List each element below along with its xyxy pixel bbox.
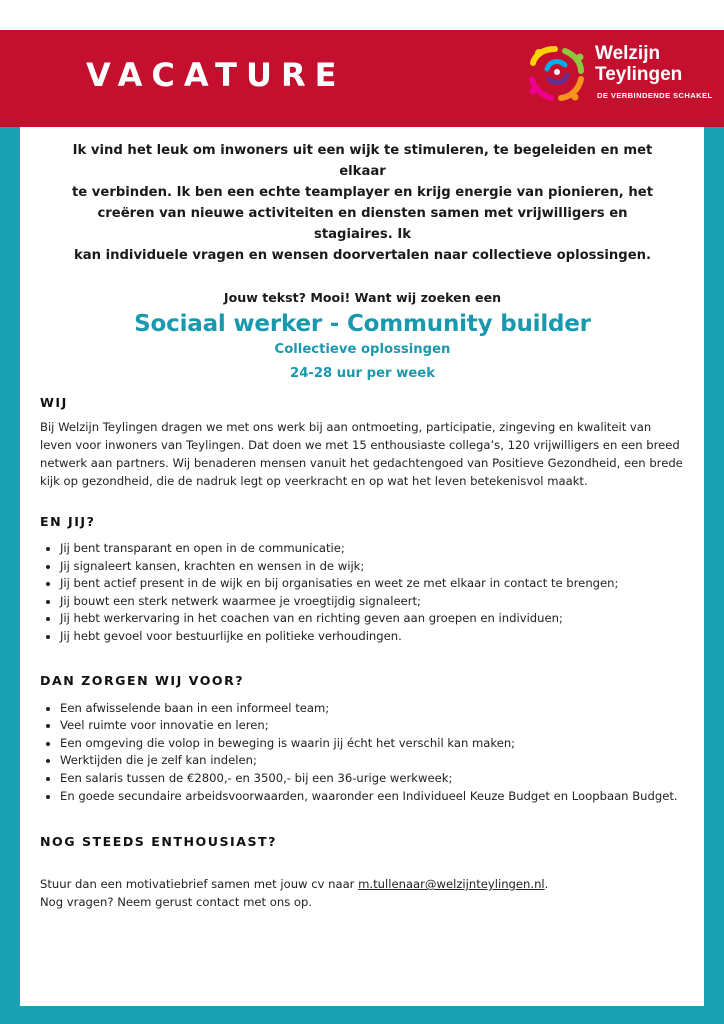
top-strip	[0, 0, 724, 30]
logo-wordmark	[595, 43, 682, 85]
list-item: • Jij bent transparant en open in de communicatie;	[60, 540, 685, 558]
section-wij	[40, 395, 685, 490]
vacancy-content	[40, 140, 685, 911]
intro-text	[58, 140, 668, 266]
banner-title: VACATURE	[86, 56, 346, 94]
list-item: • Jij hebt gevoel voor bestuurlijke en politieke verhoudingen.	[60, 628, 685, 646]
list-item: • Jij bent actief present in de wijk en bij organisaties en weet ze met elkaar in contact te brengen;	[60, 575, 685, 593]
section-heading: NOG STEEDS ENTHOUSIAST?	[40, 834, 277, 850]
logo-name-line2: Teylingen	[595, 64, 683, 85]
email-link[interactable]: m.tullenaar@welzijnteylingen.nl	[358, 877, 545, 892]
benefits-list	[40, 700, 685, 806]
section-text: Bij Welzijn Teylingen dragen we met ons werk bij aan ontmoeting, participatie, zingeving en kwaliteit van leven voor inwoners van Teylingen. Dat doen we met 15 enthousiaste collega’s, 120 vrijwilligers en een breed netwerk aan partners. Wij benaderen mensen vanuit het gedachtengoed van Positieve Gezondheid, een brede kijk op gezondheid, die de nadruk legt op veerkracht en op wat het leven betekenisvol maakt.	[40, 420, 683, 488]
vacature-banner	[0, 30, 724, 127]
job-title: Sociaal werker - Community builder	[134, 311, 591, 337]
closing-text	[40, 875, 685, 911]
list-item: • Jij signaleert kansen, krachten en wensen in de wijk;	[60, 558, 685, 576]
logo-swirl-icon	[525, 41, 589, 105]
list-item: • Jij hebt werkervaring in het coachen van en richting geven aan groepen en individuen;	[60, 610, 685, 628]
section-nog-steeds	[40, 834, 685, 911]
list-item: • Veel ruimte voor innovatie en leren;	[60, 717, 685, 735]
list-item: • Werktijden die je zelf kan indelen;	[60, 752, 685, 770]
section-heading: EN JIJ?	[40, 514, 96, 529]
closing-question: Nog vragen? Neem gerust contact met ons op.	[40, 895, 313, 910]
list-item: • Een afwisselende baan in een informeel team;	[60, 700, 685, 718]
welzijn-teylingen-logo	[525, 41, 715, 111]
job-subtitle: Collectieve oplossingen	[274, 342, 451, 357]
section-en-jij	[40, 514, 685, 646]
intro-line: creëren van nieuwe activiteiten en diensten samen met vrijwilligers en stagiaires. Ik	[97, 206, 628, 242]
job-hours: 24-28 uur per week	[290, 366, 435, 381]
closing-text-before: Stuur dan een motivatiebrief samen met jouw cv naar	[40, 877, 359, 892]
logo-name-line1: Welzijn	[595, 43, 661, 64]
closing-text-after: .	[544, 877, 549, 892]
requirements-list	[40, 540, 685, 646]
section-heading: WIJ	[40, 395, 68, 410]
logo-tagline: DE VERBINDENDE SCHAKEL	[597, 91, 713, 100]
intro-line: kan individuele vragen en wensen doorvertalen naar collectieve oplossingen.	[73, 248, 652, 263]
list-item: • Een salaris tussen de €2800,- en 3500,- bij een 36-urige werkweek;	[60, 770, 685, 788]
intro-line: te verbinden. Ik ben een echte teamplayer en krijg energie van pionieren, het	[71, 185, 654, 200]
list-item: • Een omgeving die volop in beweging is waarin jij écht het verschil kan maken;	[60, 735, 685, 753]
section-heading: DAN ZORGEN WIJ VOOR?	[40, 672, 245, 688]
lead-text: Jouw tekst? Mooi! Want wij zoeken een	[223, 290, 502, 305]
list-item: • Jij bouwt een sterk netwerk waarmee je vroegtijdig signaleert;	[60, 593, 685, 611]
intro-line: Ik vind het leuk om inwoners uit een wijk te stimuleren, te begeleiden en met elkaar	[72, 143, 653, 179]
section-dan-zorgen	[40, 673, 685, 806]
list-item: • En goede secundaire arbeidsvoorwaarden, waaronder een Individueel Keuze Budget en Loopbaan Budget.	[60, 788, 685, 806]
